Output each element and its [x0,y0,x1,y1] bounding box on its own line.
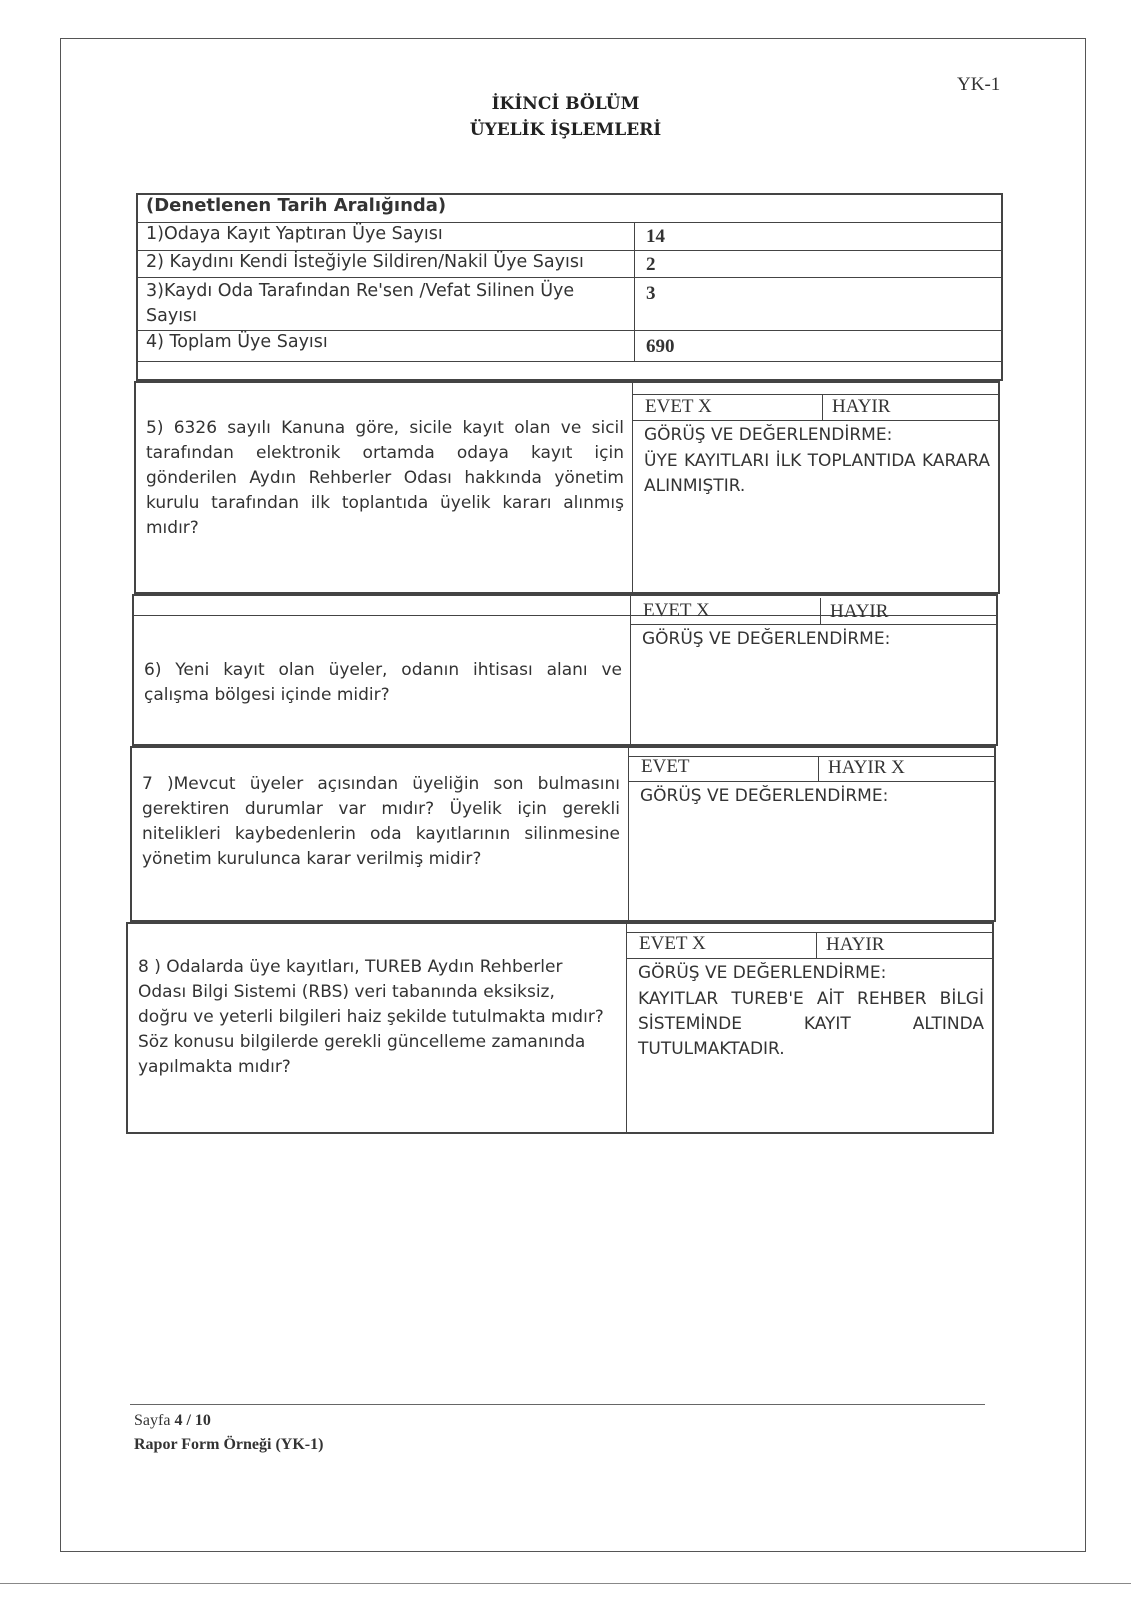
stats-row-value: 2 [646,254,656,275]
form-code: YK-1 [957,74,1001,95]
hayir-option: HAYIR [832,396,891,417]
stats-row-label: 1)Odaya Kayıt Yaptıran Üye Sayısı [146,224,443,244]
question-text: 7 )Mevcut üyeler açısından üyeliğin son bulmasını gerektiren durumlar var mıdır? Üyelik için gerekli nitelikleri kaybedenlerin oda kayıtlarının silinmesine yönetim kurulunca karar verilmiş midir? [142,774,620,869]
assessment-label: GÖRÜŞ VE DEĞERLENDİRME: [644,425,893,445]
question-text: 6) Yeni kayıt olan üyeler, odanın ihtisası alanı ve çalışma bölgesi içinde midir? [144,660,622,705]
stats-heading: (Denetlenen Tarih Aralığında) [146,195,447,216]
question-text: 5) 6326 sayılı Kanuna göre, sicile kayıt olan ve sicil tarafından elektronik ortamda odaya kayıt için gönderilen Aydın Rehberler Odası hakkında yönetim kurulu tarafından ilk toplantıda üyelik kararı alınmış mıdır? [146,418,624,538]
evet-option: EVET X [645,396,712,417]
stats-row-value: 3 [646,283,656,304]
scan-edge [0,1583,1131,1584]
page-prefix: Sayfa [134,1412,175,1429]
evet-option: EVET [641,756,690,777]
assessment-label: GÖRÜŞ VE DEĞERLENDİRME: [638,963,887,983]
stats-row-value: 14 [646,226,665,247]
section-title: İKİNCİ BÖLÜM [491,94,640,114]
question-text: 8 ) Odalarda üye kayıtları, TUREB Aydın Rehberler Odası Bilgi Sistemi (RBS) veri tabanında eksiksiz, doğru ve yeterli bilgileri haiz şekilde tutulmakta mıdır? Söz konusu bilgilerde gerekli güncelleme zamanında yapılmakta mıdır? [138,957,604,1077]
assessment-label: GÖRÜŞ VE DEĞERLENDİRME: [640,786,889,806]
evet-option: EVET X [643,600,710,621]
assessment-text: ÜYE KAYITLARI İLK TOPLANTIDA KARARA ALINMIŞTIR. [644,451,990,496]
footer-divider [130,1404,985,1405]
evet-option: EVET X [639,933,706,954]
assessment-text: KAYITLAR TUREB'E AİT REHBER BİLGİ SİSTEMİNDE KAYIT ALTINDA TUTULMAKTADIR. [638,989,984,1059]
form-name: Rapor Form Örneği (YK-1) [134,1436,324,1453]
stats-row-label: 2) Kaydını Kendi İsteğiyle Sildiren/Nakil Üye Sayısı [146,252,584,272]
page-number [134,1412,211,1430]
assessment-label: GÖRÜŞ VE DEĞERLENDİRME: [642,629,891,649]
hayir-option: HAYIR [826,934,885,955]
hayir-option: HAYIR [830,601,889,622]
stats-row-label: 3)Kaydı Oda Tarafından Re'sen /Vefat Silinen Üye Sayısı [146,281,575,326]
section-subtitle: ÜYELİK İŞLEMLERİ [469,120,662,140]
stats-row-label: 4) Toplam Üye Sayısı [146,332,328,352]
page-count: 4 / 10 [174,1412,211,1429]
hayir-option: HAYIR X [828,757,905,778]
stats-row-value: 690 [646,336,675,357]
